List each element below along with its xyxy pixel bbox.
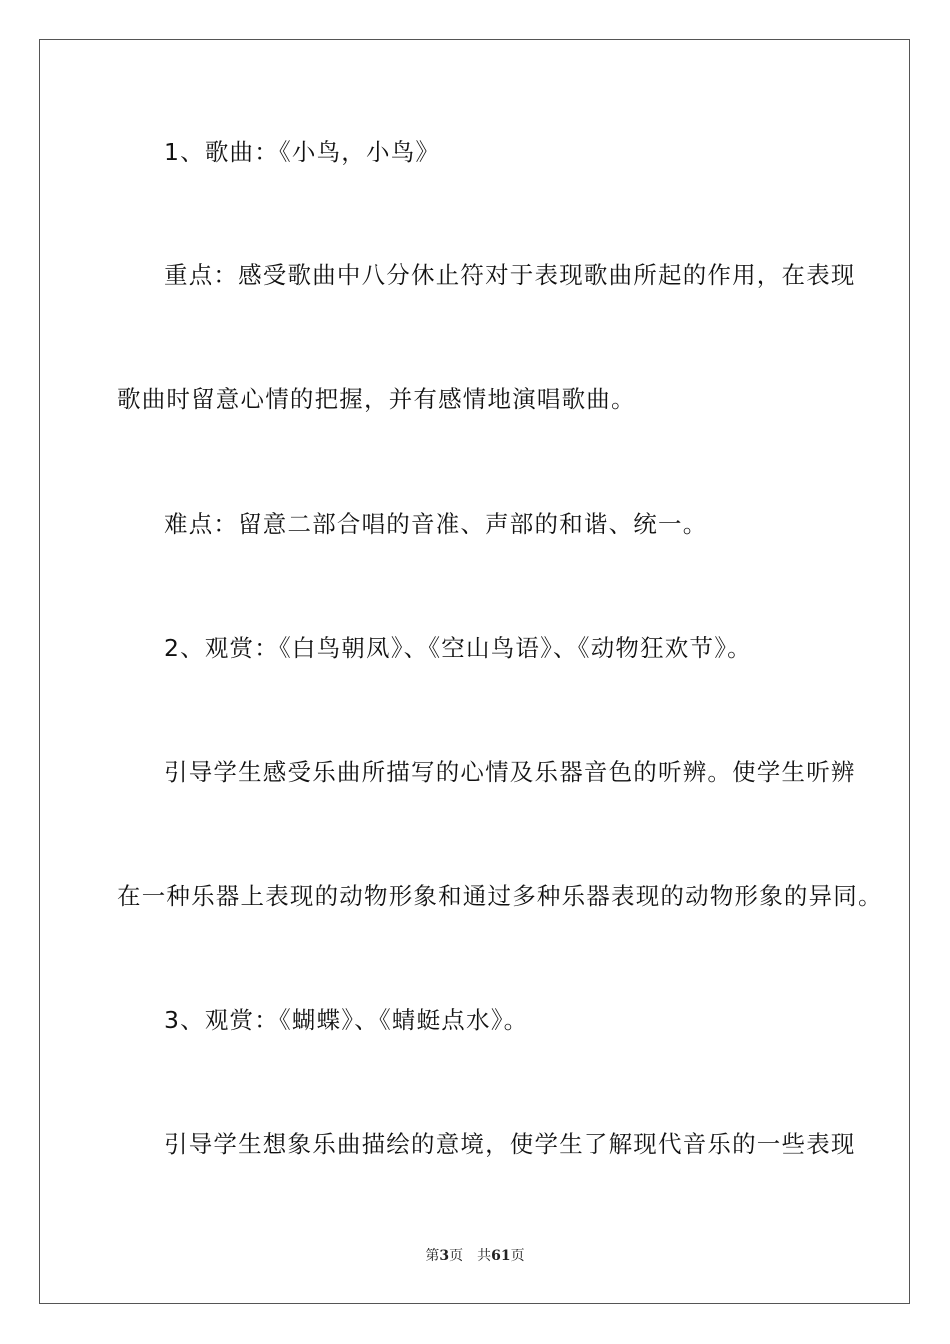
page-suffix: 页 bbox=[449, 1248, 464, 1264]
paragraph-line-8: 3、观赏：《蝴蝶》、《蜻蜓点水》。 bbox=[164, 1006, 529, 1034]
paragraph-line-5: 2、观赏：《白鸟朝凤》、《空山鸟语》、《动物狂欢节》。 bbox=[164, 634, 752, 662]
paragraph-line-4: 难点：留意二部合唱的音准、声部的和谐、统一。 bbox=[164, 510, 708, 538]
paragraph-line-1: 1、歌曲：《小鸟，小鸟》 bbox=[164, 138, 441, 166]
paragraph-line-7: 在一种乐器上表现的动物形象和通过多种乐器表现的动物形象的异同。 bbox=[117, 882, 883, 910]
page-number: 3 bbox=[439, 1248, 450, 1264]
total-prefix: 共 bbox=[477, 1248, 492, 1264]
paragraph-line-6: 引导学生感受乐曲所描写的心情及乐器音色的听辨。使学生听辨 bbox=[164, 758, 856, 786]
paragraph-line-9: 引导学生想象乐曲描绘的意境，使学生了解现代音乐的一些表现 bbox=[164, 1130, 856, 1158]
paragraph-line-2: 重点：感受歌曲中八分休止符对于表现歌曲所起的作用，在表现 bbox=[164, 261, 856, 289]
page-prefix: 第 bbox=[425, 1248, 440, 1264]
total-suffix: 页 bbox=[510, 1248, 525, 1264]
page-footer bbox=[0, 1247, 950, 1265]
paragraph-line-3: 歌曲时留意心情的把握，并有感情地演唱歌曲。 bbox=[117, 385, 636, 413]
total-pages: 61 bbox=[491, 1248, 511, 1264]
page-border bbox=[39, 39, 910, 1304]
